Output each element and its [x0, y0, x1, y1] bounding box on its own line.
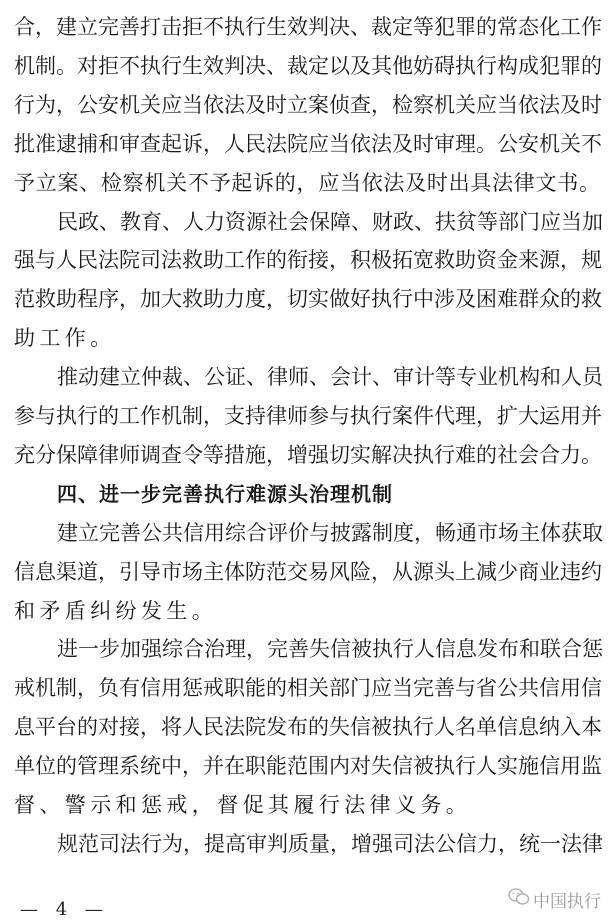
- text-line: 督、警示和惩戒，督促其履行法律义务。: [14, 793, 472, 817]
- section-heading: 四、进一步完善执行难源头治理机制: [57, 481, 393, 506]
- text-line: 息平台的对接，将人民法院发布的失信被执行人名单信息纳入本: [14, 715, 602, 740]
- text-line: 戒机制，负有信用惩戒职能的相关部门应当完善与省公共信用信: [14, 676, 602, 701]
- text-line: 批准逮捕和审查起诉，人民法院应当依法及时审理。公安机关不: [14, 131, 602, 156]
- text-line: 行为，公安机关应当依法及时立案侦查，检察机关应当依法及时: [14, 92, 602, 117]
- text-line: 参与执行的工作机制，支持律师参与执行案件代理，扩大运用并: [14, 404, 602, 428]
- text-line: 单位的管理系统中，并在职能范围内对失信被执行人实施信用监: [14, 754, 602, 779]
- text-line: 予立案、检察机关不予起诉的，应当依法及时出具法律文书。: [14, 170, 600, 195]
- watermark: [508, 887, 601, 912]
- text-line: 建立完善公共信用综合评价与披露制度，畅通市场主体获取: [57, 520, 603, 545]
- text-line: 助工作。: [14, 326, 116, 351]
- text-line: 信息渠道，引导市场主体防范交易风险，从源头上减少商业违约: [14, 559, 602, 584]
- text-line: 推动建立仲裁、公证、律师、会计、审计等专业机构和人员: [57, 365, 603, 390]
- text-line: 强与人民法院司法救助工作的衔接，积极拓宽救助资金来源，规: [14, 248, 602, 273]
- text-line: 和矛盾纠纷发生。: [14, 598, 218, 623]
- text-line: 机制。对拒不执行生效判决、裁定以及其他妨碍执行构成犯罪的: [14, 53, 602, 78]
- watermark-text: 中国执行: [533, 892, 601, 912]
- text-line: 充分保障律师调查令等措施，增强切实解决执行难的社会合力。: [14, 442, 602, 467]
- text-line: 民政、教育、人力资源社会保障、财政、扶贫等部门应当加: [57, 209, 603, 234]
- wechat-icon: [508, 887, 530, 912]
- text-line: 范救助程序，加大救助力度，切实做好执行中涉及困难群众的救: [14, 287, 602, 312]
- page-number: — 4 —: [20, 899, 109, 920]
- text-line: 合，建立完善打击拒不执行生效判决、裁定等犯罪的常态化工作: [14, 15, 602, 39]
- text-line: 规范司法行为，提高审判质量，增强司法公信力，统一法律: [57, 831, 603, 856]
- text-line: 进一步加强综合治理，完善失信被执行人信息发布和联合惩: [57, 637, 603, 662]
